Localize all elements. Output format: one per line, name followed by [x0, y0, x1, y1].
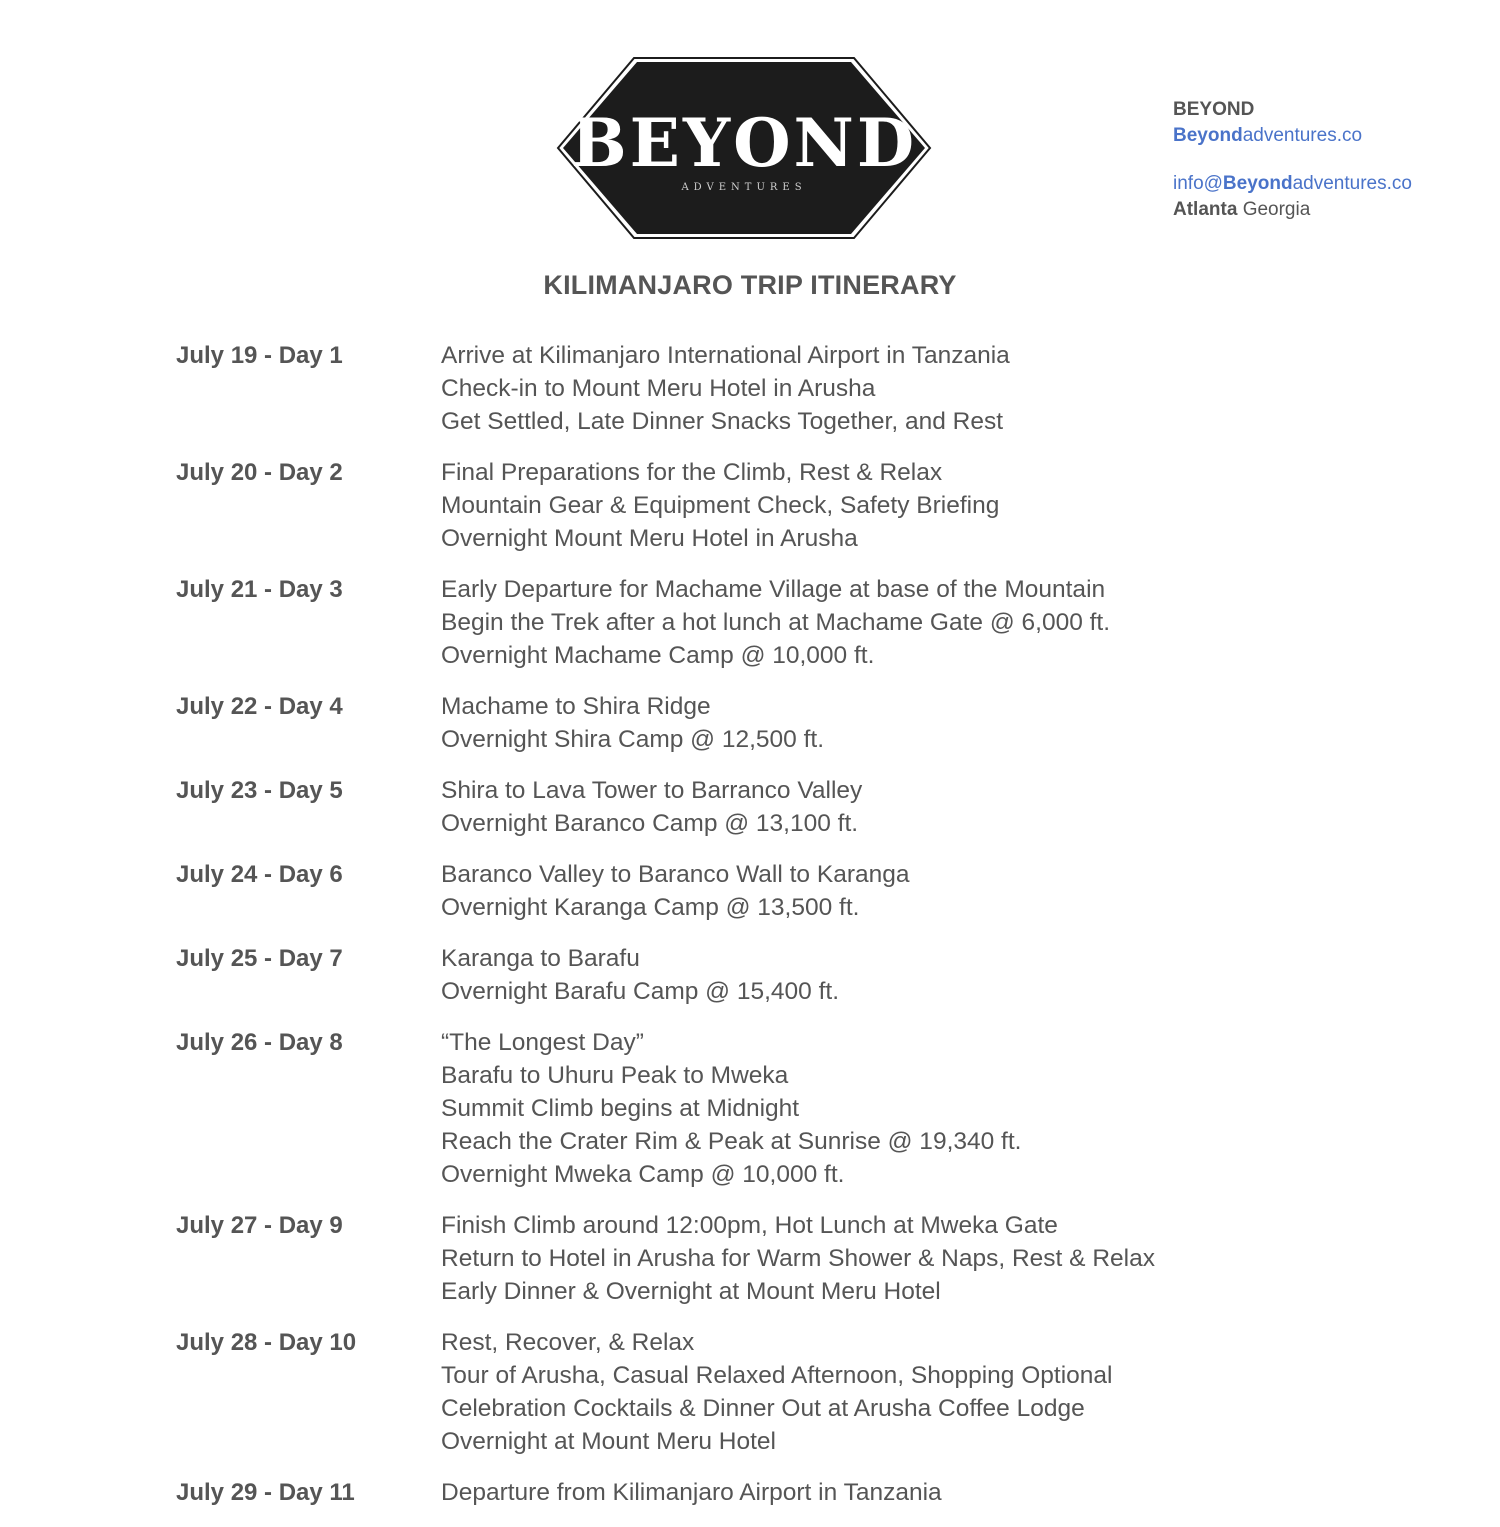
itinerary-day [176, 690, 1276, 756]
activity-line: Final Preparations for the Climb, Rest & Relax [441, 459, 943, 486]
day-label: July 19 - Day 1 [176, 342, 343, 369]
day-label: July 28 - Day 10 [176, 1329, 357, 1356]
activity-line: Mountain Gear & Equipment Check, Safety Briefing [441, 492, 1000, 519]
day-label: July 26 - Day 8 [176, 1029, 343, 1056]
itinerary-day [176, 573, 1276, 672]
activity-line: Overnight Mweka Camp @ 10,000 ft. [441, 1161, 845, 1188]
activity-line: Tour of Arusha, Casual Relaxed Afternoon, Shopping Optional [441, 1362, 1113, 1389]
activity-line: Get Settled, Late Dinner Snacks Together, and Rest [441, 408, 1004, 435]
itinerary-day [176, 456, 1276, 555]
activity-line: Finish Climb around 12:00pm, Hot Lunch at Mweka Gate [441, 1212, 1058, 1239]
activity-line: Barafu to Uhuru Peak to Mweka [441, 1062, 789, 1089]
contact-block [1173, 97, 1412, 223]
day-label: July 29 - Day 11 [176, 1479, 355, 1506]
itinerary-day [176, 339, 1276, 438]
logo-wordmark: BEYOND [570, 104, 918, 182]
company-name: BEYOND [1173, 99, 1255, 120]
day-activities [441, 774, 1276, 840]
day-label: July 23 - Day 5 [176, 777, 343, 804]
day-activities [441, 1026, 1276, 1191]
itinerary-day [176, 1209, 1276, 1308]
document-title: KILIMANJARO TRIP ITINERARY [543, 270, 957, 300]
activity-line: Machame to Shira Ridge [441, 693, 711, 720]
day-label: July 20 - Day 2 [176, 459, 343, 486]
activity-line: Reach the Crater Rim & Peak at Sunrise @ 19,340 ft. [441, 1128, 1022, 1155]
itinerary-day [176, 1476, 1276, 1509]
activity-line: Arrive at Kilimanjaro International Airport in Tanzania [441, 342, 1010, 369]
itinerary-day [176, 1326, 1276, 1458]
day-label: July 24 - Day 6 [176, 861, 343, 888]
logo-tagline: ADVENTURES [681, 182, 807, 193]
itinerary-day [176, 942, 1276, 1008]
day-activities [441, 858, 1276, 924]
activity-line: Overnight Shira Camp @ 12,500 ft. [441, 726, 825, 753]
activity-line: Check-in to Mount Meru Hotel in Arusha [441, 375, 876, 402]
activity-line: Baranco Valley to Baranco Wall to Karanga [441, 861, 910, 888]
activity-line: Departure from Kilimanjaro Airport in Tanzania [441, 1479, 942, 1506]
activity-line: Return to Hotel in Arusha for Warm Shower & Naps, Rest & Relax [441, 1245, 1155, 1272]
activity-line: Overnight Barafu Camp @ 15,400 ft. [441, 978, 840, 1005]
activity-line: Begin the Trek after a hot lunch at Machame Gate @ 6,000 ft. [441, 609, 1111, 636]
beyond-adventures-logo [556, 56, 932, 240]
activity-line: Overnight Mount Meru Hotel in Arusha [441, 525, 858, 552]
activity-line: Rest, Recover, & Relax [441, 1329, 695, 1356]
activity-line: Early Dinner & Overnight at Mount Meru Hotel [441, 1278, 941, 1305]
itinerary-list [176, 339, 1276, 1527]
activity-line: Shira to Lava Tower to Barranco Valley [441, 777, 863, 804]
day-activities [441, 456, 1276, 555]
activity-line: Karanga to Barafu [441, 945, 640, 972]
activity-line: Early Departure for Machame Village at base of the Mountain [441, 576, 1106, 603]
activity-line: Celebration Cocktails & Dinner Out at Arusha Coffee Lodge [441, 1395, 1085, 1422]
activity-line: Overnight Baranco Camp @ 13,100 ft. [441, 810, 859, 837]
website-link[interactable]: Beyondadventures.co [1173, 125, 1363, 146]
activity-line: Overnight at Mount Meru Hotel [441, 1428, 776, 1455]
day-activities [441, 573, 1276, 672]
day-label: July 22 - Day 4 [176, 693, 343, 720]
itinerary-day [176, 774, 1276, 840]
itinerary-day [176, 858, 1276, 924]
activity-line: Overnight Machame Camp @ 10,000 ft. [441, 642, 875, 669]
day-label: July 21 - Day 3 [176, 576, 343, 603]
day-activities [441, 942, 1276, 1008]
activity-line: Summit Climb begins at Midnight [441, 1095, 800, 1122]
day-activities [441, 690, 1276, 756]
activity-line: Overnight Karanga Camp @ 13,500 ft. [441, 894, 860, 921]
day-label: July 25 - Day 7 [176, 945, 343, 972]
itinerary-day [176, 1026, 1276, 1191]
email-link[interactable]: info@Beyondadventures.co [1173, 173, 1412, 194]
day-label: July 27 - Day 9 [176, 1212, 343, 1239]
day-activities [441, 1476, 1276, 1509]
day-activities [441, 1326, 1276, 1458]
day-activities [441, 339, 1276, 438]
location: Atlanta Georgia [1173, 199, 1311, 220]
day-activities [441, 1209, 1276, 1308]
activity-line: “The Longest Day” [441, 1029, 644, 1056]
